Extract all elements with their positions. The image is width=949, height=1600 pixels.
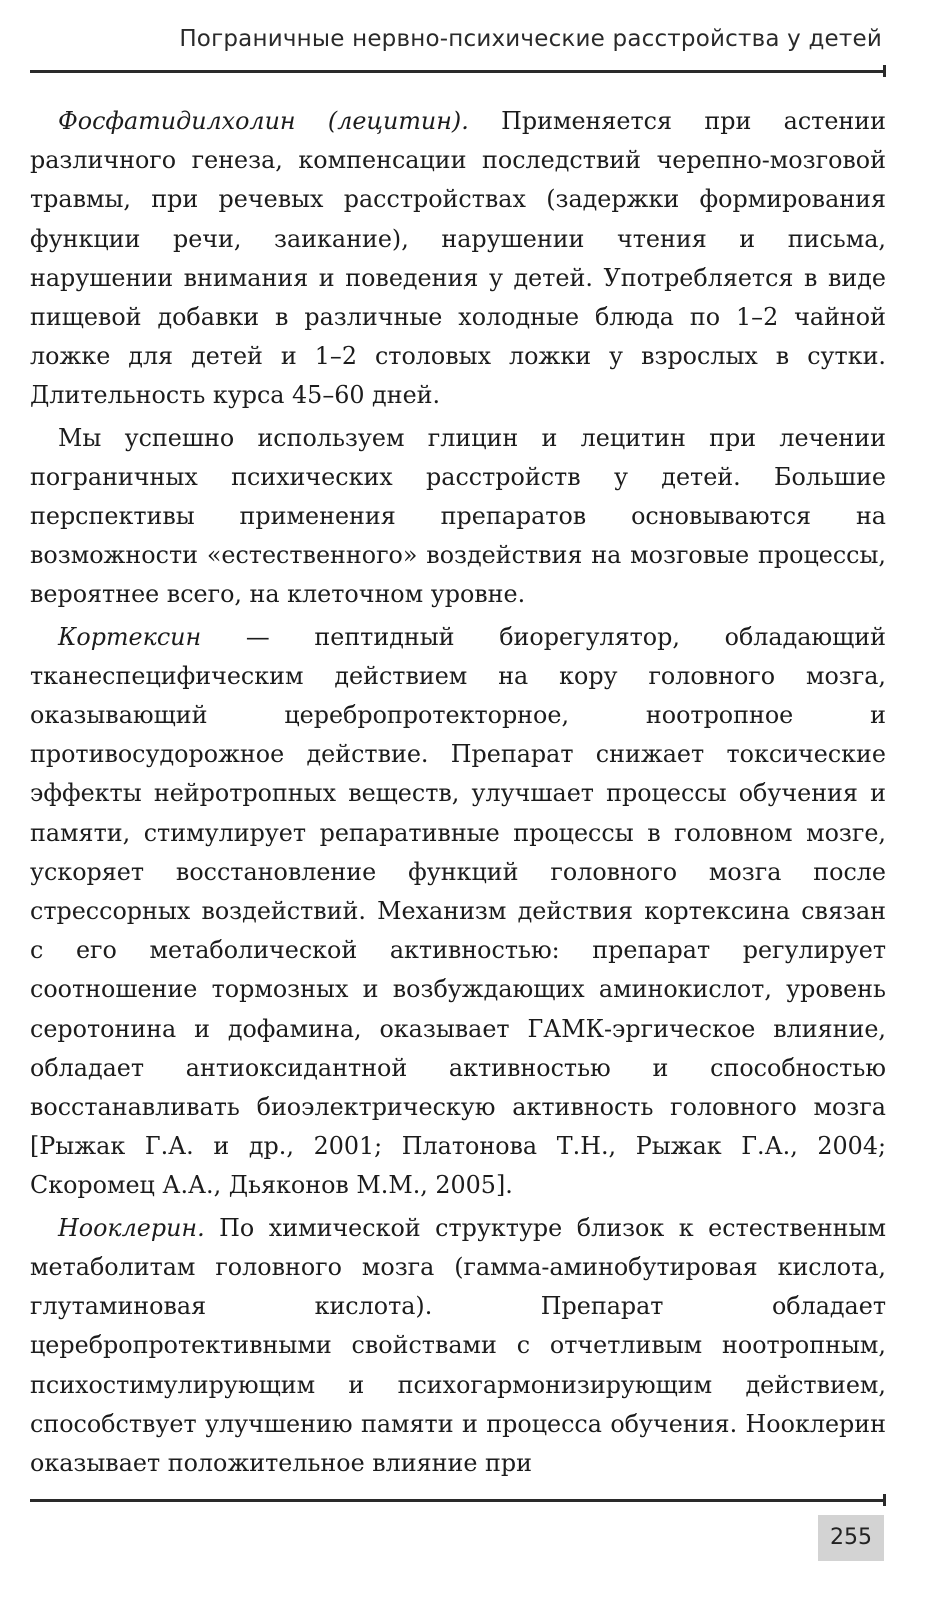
paragraph-text: По химической структуре близок к естественным метаболитам головного мозга (гамма-аминобутировая кислота, глутаминовая кислота). Препарат обладает церебропротективными свойствами с отчетливым ноотропным, психостимулирующим и психогармонизирующим действием, способствует улучшению памяти и процесса обучения. Нооклерин оказывает положительное влияние при xyxy=(30,1213,886,1477)
page-number: 255 xyxy=(830,1525,872,1550)
term-nooclerin: Нооклерин. xyxy=(58,1213,205,1242)
body-text xyxy=(30,102,886,1486)
paragraph-nooclerin xyxy=(30,1209,886,1483)
paragraph-lecithin xyxy=(30,102,886,416)
footer-rule xyxy=(30,1499,886,1502)
term-lecithin: Фосфатидилхолин (лецитин). xyxy=(58,107,469,135)
paragraph-text: — пептидный биорегулятор, обладающий тканеспецифическим действием на кору головного мозга, оказывающий церебропротекторное, ноотропное и противосудорожное действие. Препарат снижает токсические эффекты нейротропных веществ, улучшает процессы обучения и памяти, стимулирует репаративные процессы в головном мозге, ускоряет восстановление функций головного мозга после стрессорных воздействий. Механизм действия кортексина связан с его метаболической активностью: препарат регулирует соотношение тормозных и возбуждающих аминокислот, уровень серотонина и дофамина, оказывает ГАМК-эргическое влияние, обладает антиоксидантной активностью и способностью восстанавливать биоэлектрическую активность головного мозга [Рыжак Г.А. и др., 2001; Платонова Т.Н., Рыжак Г.А., 2004; Скоромец А.А., Дьяконов М.М., 2005]. xyxy=(30,622,886,1200)
paragraph-cortexin xyxy=(30,618,886,1206)
term-cortexin: Кортексин xyxy=(58,622,202,651)
paragraph-text: Мы успешно используем глицин и лецитин при лечении пограничных психических расстройств у детей. Большие перспективы применения препаратов основываются на возможности «естественного» воздействия на мозговые процессы, вероятнее всего, на клеточном уровне. xyxy=(30,423,886,609)
header-rule xyxy=(30,70,886,73)
paragraph-glycine-lecithin xyxy=(30,419,886,615)
running-header: Пограничные нервно-психические расстройства у детей xyxy=(179,26,882,52)
paragraph-text: Применяется при астении различного генеза, компенсации последствий черепно-мозговой травмы, при речевых расстройствах (задержки формирования функции речи, заикание), нарушении чтения и письма, нарушении внимания и поведения у детей. Употребляется в виде пищевой добавки в различные холодные блюда по 1–2 чайной ложке для детей и 1–2 столовых ложки у взрослых в сутки. Длительность курса 45–60 дней. xyxy=(30,107,886,410)
page-number-box xyxy=(818,1515,884,1561)
